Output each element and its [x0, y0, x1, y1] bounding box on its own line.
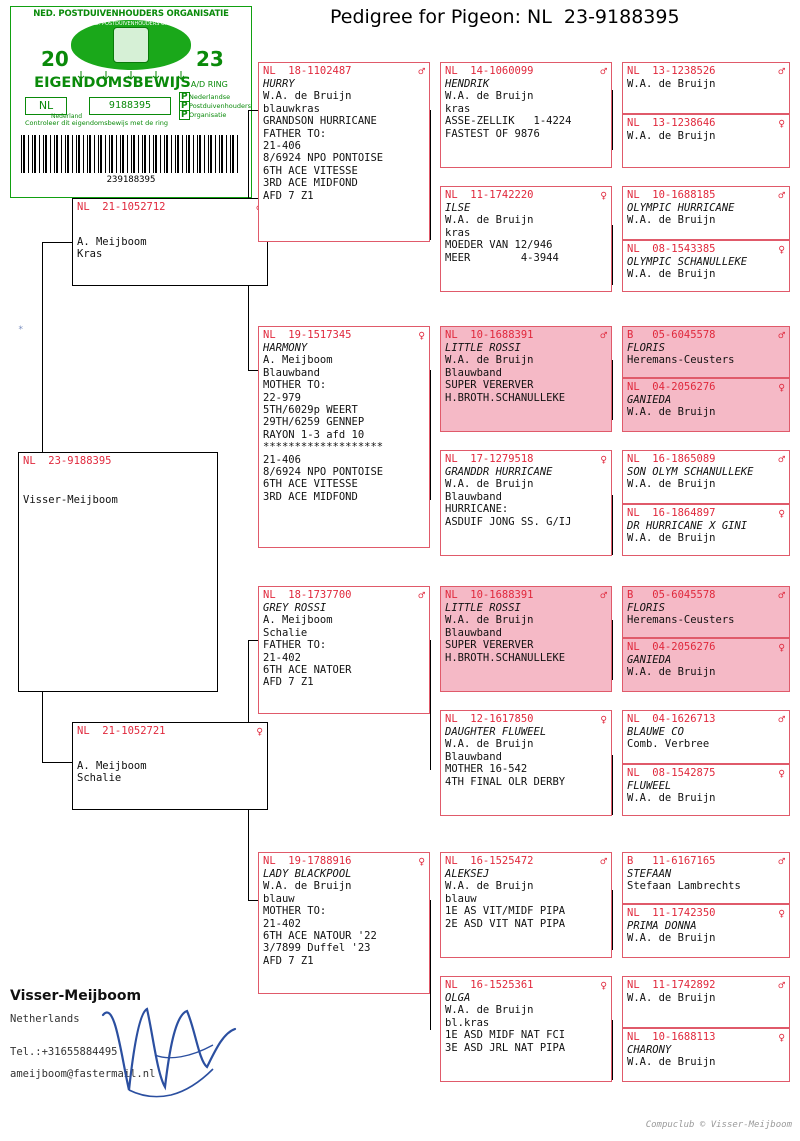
gggp-line: Heremans-Ceusters: [627, 354, 735, 367]
ggp-line: MOTHER 16-542: [445, 763, 528, 776]
gg-grandparent-box: [622, 186, 790, 240]
gggp-ring-number: NL 04-2056276: [627, 641, 716, 653]
ggp-line: H.BROTH.SCHANULLEKE: [445, 651, 566, 664]
grandparent-name: HARMONY: [263, 342, 308, 354]
gg-grandparent-box: [622, 62, 790, 114]
ggp-line: Blauwband: [445, 366, 502, 379]
gggp-ring-number: NL 16-1865089: [627, 453, 716, 465]
ggp-name: LITTLE ROSSI: [445, 342, 521, 354]
ggp-line: MOEDER VAN 12/946: [445, 239, 553, 252]
sex-male-icon: ♂: [600, 588, 607, 602]
sex-female-icon: ♀: [600, 452, 607, 466]
gg-grandparent-box: [622, 1028, 790, 1082]
gggp-header: [623, 505, 789, 520]
grandparent-header: [259, 587, 429, 602]
ggp-line: SUPER VERERVER: [445, 379, 534, 392]
ggp-name: HENDRIK: [445, 78, 490, 90]
ggp-line: 2E ASD VIT NAT PIPA: [445, 917, 566, 930]
ggp-line: HURRICANE:: [445, 503, 509, 516]
signature: [95, 995, 245, 1105]
gg-grandparent-box: [622, 114, 790, 168]
credit-text: Compuclub © Visser-Meijboom: [645, 1120, 792, 1130]
grandparent-line: blauwkras: [263, 102, 320, 115]
grandparent-line: 6TH ACE VITESSE: [263, 164, 358, 177]
grandparent-ring-number: NL 19-1788916: [263, 855, 352, 867]
gggp-line: W.A. de Bruijn: [627, 792, 716, 805]
gggp-name: BLAUWE CO: [627, 726, 684, 738]
gg-grandparent-box: [622, 710, 790, 764]
parent-line: Schalie: [77, 772, 122, 785]
sex-male-icon: ♂: [778, 452, 785, 466]
ggp-header: [441, 711, 611, 726]
gggp-name: STEFAAN: [627, 868, 672, 880]
grandparent-line: W.A. de Bruijn: [263, 880, 352, 893]
owner-phone: Tel.:+31655884495: [10, 1046, 118, 1058]
ring-emblem-icon: [71, 20, 191, 70]
connector-line: [612, 90, 613, 150]
gggp-ring-number: NL 11-1742892: [627, 979, 716, 991]
gg-grandparent-box: [622, 852, 790, 904]
ring-p-item-0: P Nederlandse: [179, 93, 251, 102]
grandparent-line: 6TH ACE NATOER: [263, 664, 352, 677]
ring-control-text: Controleer dit eigendomsbewijs met de ring: [25, 119, 169, 127]
parent-line: Kras: [77, 248, 103, 261]
gg-grandparent-box: [622, 450, 790, 504]
sex-male-icon: ♂: [418, 588, 425, 602]
ggp-ring-number: NL 16-1525361: [445, 979, 534, 991]
gggp-ring-number: NL 04-1626713: [627, 713, 716, 725]
ggp-ring-number: NL 16-1525472: [445, 855, 534, 867]
gg-grandparent-box: [622, 764, 790, 816]
ggp-ring-number: NL 12-1617850: [445, 713, 534, 725]
gggp-line: W.A. de Bruijn: [627, 130, 716, 142]
ggp-line: kras: [445, 226, 471, 239]
great-grandparent-box: [440, 62, 612, 168]
grandparent-line: AFD 7 Z1: [263, 189, 314, 202]
gggp-ring-number: NL 13-1238526: [627, 65, 716, 77]
sex-female-icon: ♀: [778, 906, 785, 920]
connector-line: [42, 762, 72, 763]
gggp-line: W.A. de Bruijn: [627, 406, 716, 419]
ggp-line: 3E ASD JRL NAT PIPA: [445, 1041, 566, 1054]
barcode-number: 239188395: [106, 175, 156, 185]
owner-name: Visser-Meijboom: [10, 988, 142, 1004]
sex-female-icon: ♀: [778, 242, 785, 256]
gggp-line: W.A. de Bruijn: [627, 992, 716, 1004]
grandparent-line: A. Meijboom: [263, 614, 333, 627]
gggp-name: FLORIS: [627, 342, 665, 354]
connector-line: [612, 620, 613, 680]
grandparent-line: 6TH ACE NATOUR '22: [263, 930, 377, 943]
ggp-line: blauw: [445, 892, 477, 905]
ggp-line: 1E AS VIT/MIDF PIPA: [445, 905, 566, 918]
grandparent-line: 5TH/6029p WEERT: [263, 404, 358, 417]
owner-country: Netherlands: [10, 1013, 80, 1025]
gggp-name: GANIEDA: [627, 654, 672, 666]
parent-ring-number: NL 21-1052712: [77, 201, 166, 213]
grandparent-line: 3RD ACE MIDFOND: [263, 177, 358, 190]
grandparent-line: MOTHER TO:: [263, 379, 327, 392]
ring-p-list: [179, 93, 251, 120]
sex-male-icon: ♂: [778, 328, 785, 342]
grandparent-line: AFD 7 Z1: [263, 676, 314, 689]
ggp-name: OLGA: [445, 992, 471, 1004]
ggp-line: H.BROTH.SCHANULLEKE: [445, 391, 566, 404]
grandparent-header: [259, 327, 429, 342]
gggp-header: [623, 327, 789, 342]
ring-p-item-2: P Organisatie: [179, 111, 251, 120]
gggp-ring-number: NL 10-1688185: [627, 189, 716, 201]
sex-male-icon: ♂: [778, 978, 785, 992]
parent-header: [73, 723, 267, 738]
gggp-line: Comb. Verbree: [627, 738, 710, 751]
grandparent-line: 3/7899 Duffel '23: [263, 942, 371, 955]
parent-box-sire: [72, 198, 268, 286]
gggp-ring-number: NL 11-1742350: [627, 907, 716, 919]
sex-female-icon: ♀: [600, 188, 607, 202]
ggp-line: SUPER VERERVER: [445, 639, 534, 652]
sex-male-icon: ♂: [600, 328, 607, 342]
gggp-header: [623, 587, 789, 602]
gggp-ring-number: B 05-6045578: [627, 589, 716, 601]
ggp-line: W.A. de Bruijn: [445, 354, 534, 367]
grandparent-line: 21-402: [263, 917, 301, 930]
grandparent-name: LADY BLACKPOOL: [263, 868, 352, 880]
sex-male-icon: ♂: [418, 64, 425, 78]
ggp-line: W.A. de Bruijn: [445, 738, 534, 751]
gggp-header: [623, 451, 789, 466]
sex-male-icon: ♂: [778, 64, 785, 78]
great-grandparent-box: [440, 586, 612, 692]
grandparent-line: 8/6924 NPO PONTOISE: [263, 466, 384, 479]
sex-female-icon: ♀: [778, 1030, 785, 1044]
grandparent-line: 29TH/6259 GENNEP: [263, 416, 365, 429]
grandparent-line: 8/6924 NPO PONTOISE: [263, 152, 384, 165]
ggp-line: ASDUIF JONG SS. G/IJ: [445, 515, 572, 528]
grandparent-header: [259, 853, 429, 868]
ggp-ring-number: NL 14-1060099: [445, 65, 534, 77]
grandparent-box: [258, 62, 430, 242]
ggp-header: [441, 587, 611, 602]
gggp-line: Stefaan Lambrechts: [627, 880, 741, 893]
ggp-line: ASSE-ZELLIK 1-4224: [445, 115, 572, 128]
parent-ring-number: NL 21-1052721: [77, 725, 166, 737]
ggp-line: FASTEST OF 9876: [445, 127, 540, 140]
grandparent-line: 21-402: [263, 651, 301, 664]
gggp-header: [623, 765, 789, 780]
gggp-header: [623, 977, 789, 992]
gggp-line: W.A. de Bruijn: [627, 1056, 716, 1069]
connector-line: [430, 110, 431, 240]
gg-grandparent-box: [622, 326, 790, 378]
grandparent-line: 6TH ACE VITESSE: [263, 478, 358, 491]
gggp-line: W.A. de Bruijn: [627, 478, 716, 491]
sex-female-icon: ♀: [778, 506, 785, 520]
gggp-name: OLYMPIC SCHANULLEKE: [627, 256, 748, 268]
ggp-header: [441, 853, 611, 868]
owner-email: ameijboom@fastermail.nl: [10, 1068, 156, 1080]
ggp-line: W.A. de Bruijn: [445, 614, 534, 627]
grandparent-line: 3RD ACE MIDFOND: [263, 490, 358, 503]
grandparent-name: HURRY: [263, 78, 295, 90]
sex-female-icon: ♀: [600, 978, 607, 992]
gg-grandparent-box: [622, 586, 790, 638]
gggp-name: PRIMA DONNA: [627, 920, 697, 932]
ggp-ring-number: NL 11-1742220: [445, 189, 534, 201]
gggp-ring-number: NL 10-1688113: [627, 1031, 716, 1043]
gggp-line: W.A. de Bruijn: [627, 214, 716, 227]
gggp-header: [623, 711, 789, 726]
ggp-header: [441, 187, 611, 202]
ring-certificate: [10, 6, 252, 198]
grandparent-line: 22-979: [263, 391, 301, 404]
ggp-line: Blauwband: [445, 750, 502, 763]
barcode-icon: [21, 135, 241, 173]
gg-grandparent-box: [622, 976, 790, 1028]
ggp-line: Blauwband: [445, 490, 502, 503]
great-grandparent-box: [440, 852, 612, 958]
sex-male-icon: ♂: [600, 64, 607, 78]
grandparent-line: A. Meijboom: [263, 354, 333, 367]
gggp-ring-number: B 05-6045578: [627, 329, 716, 341]
sex-female-icon: ♀: [778, 380, 785, 394]
grandparent-line: W.A. de Bruijn: [263, 90, 352, 103]
connector-line: [612, 495, 613, 555]
gggp-name: DR HURRICANE X GINI: [627, 520, 748, 532]
subject-ring-number: NL 23-9188395: [23, 455, 112, 467]
parent-header: [73, 199, 267, 214]
ring-title-main: EIGENDOMSBEWIJS: [34, 75, 191, 91]
gggp-name: FLORIS: [627, 602, 665, 614]
gggp-header: [623, 241, 789, 256]
gggp-line: W.A. de Bruijn: [627, 268, 716, 281]
connector-line: [430, 640, 431, 770]
sex-female-icon: ♀: [778, 640, 785, 654]
shield-icon: [113, 27, 149, 63]
sex-male-icon: ♂: [778, 712, 785, 726]
connector-line: [42, 242, 72, 243]
ring-title-sub: A/D RING: [190, 80, 228, 89]
connector-line: [612, 360, 613, 420]
sex-female-icon: ♀: [418, 328, 425, 342]
gg-grandparent-box: [622, 378, 790, 432]
gggp-line: Heremans-Ceusters: [627, 614, 735, 627]
gggp-header: [623, 853, 789, 868]
grandparent-line: Schalie: [263, 626, 308, 639]
ring-p-item-1: P Postduivenhouders: [179, 102, 251, 111]
great-grandparent-box: [440, 186, 612, 292]
gggp-ring-number: NL 08-1543385: [627, 243, 716, 255]
connector-line: [430, 900, 431, 1030]
page-title: Pedigree for Pigeon: NL 23-9188395: [330, 6, 680, 28]
connector-line: [612, 755, 613, 815]
ggp-line: W.A. de Bruijn: [445, 478, 534, 491]
ggp-header: [441, 977, 611, 992]
gggp-name: OLYMPIC HURRICANE: [627, 202, 735, 214]
grandparent-ring-number: NL 18-1737700: [263, 589, 352, 601]
subject-box: [18, 452, 218, 692]
grandparent-line: FATHER TO:: [263, 127, 327, 140]
ggp-name: ALEKSEJ: [445, 868, 490, 880]
sex-female-icon: ♀: [778, 116, 785, 130]
grandparent-name: GREY ROSSI: [263, 602, 327, 614]
ring-number: 9188395: [89, 97, 171, 115]
grandparent-line: MOTHER TO:: [263, 905, 327, 918]
ggp-ring-number: NL 10-1688391: [445, 589, 534, 601]
ggp-ring-number: NL 17-1279518: [445, 453, 534, 465]
ggp-header: [441, 63, 611, 78]
grandparent-line: 21-406: [263, 140, 301, 153]
ggp-line: W.A. de Bruijn: [445, 1004, 534, 1017]
gggp-ring-number: NL 04-2056276: [627, 381, 716, 393]
grandparent-ring-number: NL 19-1517345: [263, 329, 352, 341]
gggp-header: [623, 379, 789, 394]
ring-org-line: NED. POSTDUIVENHOUDERS ORGANISATIE: [33, 9, 229, 19]
sex-female-icon: ♀: [418, 854, 425, 868]
ggp-line: MEER 4-3944: [445, 251, 559, 264]
grandparent-box: [258, 586, 430, 714]
ggp-name: ILSE: [445, 202, 471, 214]
ggp-header: [441, 451, 611, 466]
connector-line: [612, 1020, 613, 1080]
gggp-name: SON OLYM SCHANULLEKE: [627, 466, 754, 478]
sex-female-icon: ♀: [256, 724, 263, 738]
ggp-line: 4TH FINAL OLR DERBY: [445, 775, 566, 788]
parent-box-dam: [72, 722, 268, 810]
great-grandparent-box: [440, 450, 612, 556]
sex-female-icon: ♀: [778, 766, 785, 780]
grandparent-line: *******************: [263, 441, 384, 454]
gg-grandparent-box: [622, 638, 790, 692]
gggp-line: W.A. de Bruijn: [627, 932, 716, 945]
gggp-line: W.A. de Bruijn: [627, 666, 716, 679]
ggp-header: [441, 327, 611, 342]
gg-grandparent-box: [622, 504, 790, 556]
stray-mark: *: [18, 325, 24, 335]
ggp-name: LITTLE ROSSI: [445, 602, 521, 614]
sex-female-icon: ♀: [600, 712, 607, 726]
connector-line: [612, 225, 613, 285]
gggp-header: [623, 639, 789, 654]
sex-male-icon: ♂: [778, 588, 785, 602]
ggp-line: W.A. de Bruijn: [445, 880, 534, 893]
gggp-header: [623, 905, 789, 920]
gggp-name: CHARONY: [627, 1044, 672, 1056]
parent-line: A. Meijboom: [77, 760, 147, 772]
great-grandparent-box: [440, 710, 612, 816]
ring-country-code: NL: [25, 97, 67, 115]
grandparent-line: AFD 7 Z1: [263, 954, 314, 967]
grandparent-line: Blauwband: [263, 366, 320, 379]
ring-year-left: 20: [41, 47, 69, 71]
subject-ring: [19, 453, 217, 468]
gggp-ring-number: B 11-6167165: [627, 855, 716, 867]
gggp-line: W.A. de Bruijn: [627, 78, 716, 90]
gggp-name: FLUWEEL: [627, 780, 672, 792]
ring-title: [15, 75, 247, 91]
sex-male-icon: ♂: [778, 188, 785, 202]
ggp-ring-number: NL 10-1688391: [445, 329, 534, 341]
ggp-line: W.A. de Bruijn: [445, 214, 534, 227]
ggp-line: 1E ASD MIDF NAT FCI: [445, 1029, 566, 1042]
grandparent-line: blauw: [263, 892, 295, 905]
ggp-line: Blauwband: [445, 626, 502, 639]
grandparent-line: FATHER TO:: [263, 639, 327, 652]
gggp-header: [623, 115, 789, 130]
grandparent-line: RAYON 1-3 afd 10: [263, 428, 365, 441]
gggp-header: [623, 63, 789, 78]
great-grandparent-box: [440, 326, 612, 432]
grandparent-box: [258, 326, 430, 548]
grandparent-header: [259, 63, 429, 78]
ggp-name: DAUGHTER FLUWEEL: [445, 726, 547, 738]
ring-year-right: 23: [196, 47, 224, 71]
gg-grandparent-box: [622, 240, 790, 292]
ggp-line: kras: [445, 102, 471, 115]
gg-grandparent-box: [622, 904, 790, 958]
ggp-line: W.A. de Bruijn: [445, 90, 534, 103]
gggp-header: [623, 187, 789, 202]
connector-line: [612, 890, 613, 950]
ring-emblem-text: NED. POSTDUIVENHOUDERS ORG.: [88, 21, 174, 27]
sex-male-icon: ♂: [600, 854, 607, 868]
sex-male-icon: ♂: [778, 854, 785, 868]
grandparent-line: GRANDSON HURRICANE: [263, 115, 377, 128]
parent-line: A. Meijboom: [77, 236, 147, 248]
ggp-line: bl.kras: [445, 1016, 490, 1029]
gggp-header: [623, 1029, 789, 1044]
ggp-name: GRANDDR HURRICANE: [445, 466, 553, 478]
gggp-name: GANIEDA: [627, 394, 672, 406]
gggp-line: W.A. de Bruijn: [627, 532, 716, 545]
gggp-ring-number: NL 16-1864897: [627, 507, 716, 519]
great-grandparent-box: [440, 976, 612, 1082]
gggp-ring-number: NL 08-1542875: [627, 767, 716, 779]
grandparent-box: [258, 852, 430, 994]
subject-name: Visser-Meijboom: [23, 494, 118, 506]
connector-line: [430, 370, 431, 500]
grandparent-line: 21-406: [263, 453, 301, 466]
ring-nederland-label: Nederland: [51, 113, 83, 120]
grandparent-ring-number: NL 18-1102487: [263, 65, 352, 77]
gggp-ring-number: NL 13-1238646: [627, 117, 716, 129]
